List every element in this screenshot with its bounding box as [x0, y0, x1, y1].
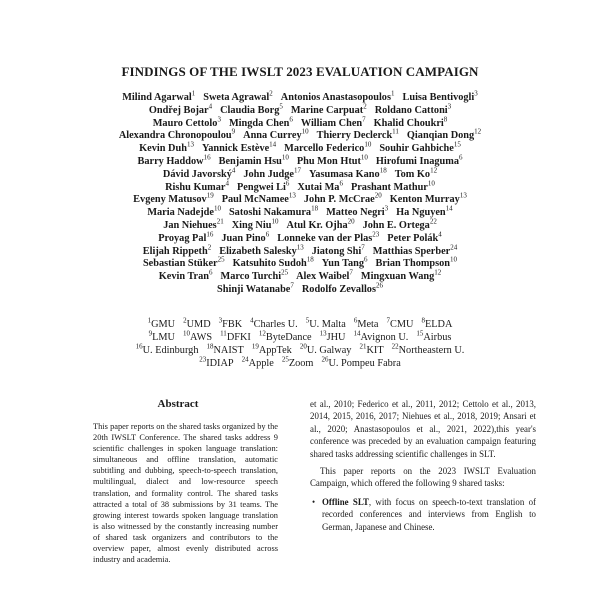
- author-line: [40, 191, 560, 207]
- author: [147, 204, 221, 219]
- affiliation-line: [40, 357, 560, 370]
- affiliation-number: 23: [199, 355, 207, 364]
- affiliation: [250, 316, 298, 330]
- author-name: Brian Thompson: [375, 258, 451, 270]
- author-affiliation-mark: 7: [349, 268, 353, 277]
- affiliation: [386, 316, 414, 330]
- affiliation: [241, 355, 274, 369]
- author-affiliation-mark: 18: [379, 166, 387, 175]
- author: [394, 166, 438, 180]
- author-line: [40, 140, 560, 156]
- bullet-icon: •: [312, 496, 316, 507]
- author-affiliation-mark: 10: [301, 127, 309, 136]
- author-affiliation-mark: 19: [206, 191, 214, 200]
- affiliation: [258, 329, 312, 343]
- author-name: Rishu Kumar: [165, 181, 226, 193]
- affiliation-number: 8: [421, 316, 425, 325]
- author-affiliation-mark: 4: [438, 230, 442, 239]
- affiliation: [319, 329, 346, 343]
- affiliation: [299, 342, 352, 356]
- author-name: Kevin Tran: [158, 271, 210, 283]
- author: [373, 115, 448, 129]
- author-affiliation-mark: 4: [208, 102, 213, 111]
- affiliation-number: 3: [218, 316, 223, 325]
- author-affiliation-mark: 15: [453, 140, 461, 149]
- author-affiliation-mark: 9: [231, 127, 236, 136]
- affiliation: [183, 316, 211, 330]
- affiliation-number: 6: [353, 316, 358, 325]
- author-name: Peter Polák: [387, 232, 439, 244]
- author: [142, 243, 212, 257]
- affiliation-number: 25: [281, 355, 289, 364]
- author-name: Ha Nguyen: [396, 207, 446, 219]
- author-affiliation-mark: 22: [429, 217, 437, 226]
- author: [280, 89, 395, 103]
- affiliation: [135, 342, 199, 356]
- author: [326, 204, 389, 219]
- affiliation: [353, 316, 379, 330]
- affiliation-name: Airbus: [423, 332, 452, 343]
- affiliation-number: 21: [359, 342, 367, 351]
- affiliation-name: AWS: [190, 332, 213, 343]
- author-affiliation-mark: 2: [363, 102, 367, 111]
- author: [406, 127, 482, 142]
- author-affiliation-mark: 7: [361, 243, 365, 252]
- affiliation-number: 18: [206, 342, 214, 351]
- author: [231, 217, 279, 231]
- author-affiliation-mark: 6: [458, 153, 463, 162]
- author-name: Kenton Murray: [389, 194, 460, 206]
- author-name: Paul McNamee: [221, 194, 289, 206]
- author-line: [40, 166, 560, 182]
- author: [220, 102, 283, 116]
- author-name: Claudia Borg: [220, 104, 280, 116]
- author-line: [40, 179, 560, 195]
- author: [148, 102, 213, 116]
- affiliation-name: JHU: [326, 332, 346, 343]
- affiliation: [199, 355, 234, 369]
- author-name: Marco Turchi: [220, 271, 282, 283]
- author: [375, 255, 458, 270]
- affiliation-number: 22: [391, 342, 399, 351]
- author-name: Xutai Ma: [297, 181, 340, 193]
- affiliation-name: IDIAP: [206, 358, 234, 369]
- author-name: Kevin Duh: [139, 143, 187, 155]
- author-affiliation-mark: 11: [392, 127, 399, 136]
- affiliation-number: 11: [220, 329, 227, 338]
- author-affiliation-mark: 21: [216, 217, 224, 226]
- author: [277, 230, 380, 244]
- author-name: John E. Ortega: [362, 219, 430, 231]
- intro-paragraph-2: This paper reports on the 2023 IWSLT Evaluation Campaign, which offered the following 9 shared tasks:: [310, 466, 536, 489]
- author-name: John P. McCrae: [303, 194, 375, 206]
- author-line: [40, 204, 560, 220]
- author-name: Alexandra Chronopoulou: [118, 130, 232, 142]
- author: [228, 204, 319, 219]
- author: [350, 179, 435, 193]
- author-affiliation-mark: 3: [474, 89, 478, 98]
- author-name: Juan Pino: [221, 232, 266, 244]
- author-affiliation-mark: 16: [203, 153, 211, 162]
- author-name: Sebastian Stüker: [142, 258, 218, 270]
- affiliation: [251, 342, 292, 356]
- author-affiliation-mark: 12: [474, 127, 482, 136]
- author-affiliation-mark: 3: [217, 115, 221, 124]
- author-affiliation-mark: 14: [269, 140, 277, 149]
- affiliation: [218, 316, 243, 330]
- author-name: Tom Ko: [394, 168, 431, 180]
- author-affiliation-mark: 8: [443, 115, 448, 124]
- affiliation: [281, 355, 314, 369]
- affiliation-name: U. Pompeu Fabra: [328, 358, 401, 369]
- author-name: Jiatong Shi: [311, 245, 362, 257]
- affiliation-number: 12: [258, 329, 266, 338]
- author-line: [40, 127, 560, 143]
- author-name: Marcello Federico: [284, 143, 365, 155]
- author: [236, 179, 290, 193]
- affiliation-line: [40, 318, 560, 331]
- author: [296, 153, 368, 167]
- affiliation-name: U. Edinburgh: [142, 345, 199, 356]
- author: [158, 230, 214, 244]
- author-affiliation-mark: 12: [434, 268, 442, 277]
- author: [402, 89, 478, 103]
- affiliation-number: 9: [148, 329, 153, 338]
- affiliation: [147, 316, 176, 330]
- affiliation-name: Avignon U.: [360, 332, 409, 343]
- author: [286, 217, 355, 231]
- author-affiliation-mark: 2: [207, 243, 212, 252]
- author-name: Milind Agarwal: [122, 92, 192, 103]
- author-affiliation-mark: 14: [445, 204, 453, 213]
- author-name: Anna Currey: [243, 130, 302, 142]
- author: [243, 127, 309, 142]
- author-name: Ondřej Bojar: [148, 104, 209, 116]
- task-name: Offline SLT: [322, 496, 369, 507]
- author: [152, 115, 221, 129]
- affiliation-number: 5: [305, 316, 310, 325]
- intro-column: [310, 398, 536, 533]
- affiliation: [183, 329, 213, 343]
- author: [203, 89, 273, 103]
- author-name: Phu Mon Htut: [296, 155, 361, 167]
- author-name: Sweta Agrawal: [203, 92, 270, 103]
- affiliation-name: DFKI: [226, 332, 251, 343]
- author: [163, 217, 224, 231]
- affiliation-list: [40, 318, 560, 370]
- author-affiliation-mark: 5: [279, 102, 283, 111]
- author-name: Elijah Rippeth: [142, 245, 208, 257]
- affiliation: [220, 329, 251, 343]
- author-name: Matteo Negri: [326, 207, 385, 219]
- author-affiliation-mark: 23: [372, 230, 380, 239]
- author-affiliation-mark: 13: [459, 191, 467, 200]
- author: [162, 166, 236, 180]
- author-affiliation-mark: 10: [450, 255, 458, 264]
- author: [139, 140, 194, 155]
- affiliation: [206, 342, 244, 356]
- author-name: Prashant Mathur: [350, 181, 428, 193]
- affiliation-name: Northeastern U.: [398, 345, 465, 356]
- author: [300, 115, 366, 129]
- author-name: Mingxuan Wang: [360, 271, 435, 283]
- author-name: Luisa Bentivogli: [402, 92, 475, 103]
- affiliation: [148, 329, 175, 343]
- author-line: [40, 268, 560, 284]
- affiliation-name: CMU: [390, 319, 414, 330]
- affiliation-name: AppTek: [258, 345, 292, 356]
- affiliation-number: 7: [386, 316, 390, 325]
- author-line: [40, 255, 560, 271]
- author: [142, 255, 225, 270]
- author-name: Roldano Cattoni: [374, 104, 448, 116]
- author: [301, 281, 383, 295]
- author-affiliation-mark: 18: [306, 255, 314, 264]
- author-name: Benjamin Hsu: [218, 155, 282, 167]
- author-affiliation-mark: 6: [339, 179, 343, 188]
- abstract-text: This paper reports on the shared tasks organized by the 20th IWSLT Conference. The shared tasks address 9 scientific challenges in spoken language translation: simultaneous and offline translation, automatic subtitling and dubbing, speech-to-speech translation, multilingual, dialect and low-resource speech translation, and formality control. The shared tasks attracted a total of 38 submissions by 31 teams. The growing interest towards spoken language translation is also witnessed by the constantly increasing number of shared task organizers and contributors to the overview paper, almost evenly distributed across industry and academia.: [93, 422, 278, 565]
- author-affiliation-mark: 10: [364, 140, 372, 149]
- author-affiliation-mark: 6: [209, 268, 213, 277]
- author-affiliation-mark: 24: [450, 243, 458, 252]
- author: [321, 255, 368, 270]
- affiliation-number: 1: [147, 316, 152, 325]
- author-line: [40, 102, 560, 118]
- author-name: William Chen: [300, 117, 363, 129]
- affiliation-name: Meta: [357, 319, 379, 330]
- affiliation-number: 4: [250, 316, 254, 325]
- author: [218, 153, 289, 167]
- author-name: Rodolfo Zevallos: [301, 283, 376, 295]
- author: [243, 166, 302, 180]
- author: [316, 127, 399, 142]
- affiliation-name: FBK: [222, 319, 243, 330]
- author-line: [40, 281, 560, 297]
- affiliation-line: [40, 344, 560, 357]
- author-name: Xing Niu: [231, 219, 272, 231]
- author-affiliation-mark: 13: [186, 140, 194, 149]
- author-affiliation-mark: 7: [362, 115, 366, 124]
- author-name: Thierry Declerck: [316, 130, 393, 142]
- author-affiliation-mark: 2: [269, 89, 273, 98]
- author-name: Mingda Chen: [228, 117, 290, 129]
- author-affiliation-mark: 17: [294, 166, 302, 175]
- intro-paragraph-1: et al., 2010; Federico et al., 2011, 2012; Cettolo et al., 2013, 2014, 2015, 2016, 2017; Niehues et al., 2018, 2019; Ansari et al., 2020; Anastasopoulos et al., 2021, 2022),this year's conference was preceded by an evaluation campaign featuring shared tasks addressing scientific challenges in SLT.: [310, 399, 536, 459]
- author-line: [40, 115, 560, 131]
- abstract-heading: Abstract: [157, 398, 199, 410]
- author-name: Yun Tang: [321, 258, 365, 270]
- author: [375, 153, 463, 167]
- author-affiliation-mark: 6: [364, 255, 368, 264]
- affiliation-name: GMU: [151, 319, 176, 330]
- author-name: Elizabeth Salesky: [219, 245, 297, 257]
- affiliation-number: 19: [251, 342, 259, 351]
- author-name: Khalid Choukri: [373, 117, 444, 129]
- author-affiliation-mark: 25: [217, 255, 225, 264]
- author-name: Jan Niehues: [163, 219, 217, 231]
- affiliation-name: U. Malta: [309, 319, 346, 330]
- affiliation-name: NAIST: [213, 345, 244, 356]
- author: [201, 140, 277, 155]
- author-affiliation-mark: 3: [447, 102, 452, 111]
- task-description: , with focus on speech-to-text translation of recorded conferences and interviews from English to German, Japanese and Chinese.: [322, 496, 536, 532]
- paper-title: FINDINGS OF THE IWSLT 2023 EVALUATION CAMPAIGN: [121, 64, 479, 79]
- affiliation-name: Charles U.: [253, 319, 298, 330]
- affiliation-number: 2: [183, 316, 187, 325]
- author-affiliation-mark: 25: [281, 268, 289, 277]
- author-name: Yasumasa Kano: [309, 168, 380, 180]
- author: [389, 191, 467, 206]
- author-line: [40, 89, 560, 105]
- author: [232, 255, 314, 270]
- author: [372, 243, 458, 257]
- affiliation-number: 20: [299, 342, 307, 351]
- author-affiliation-mark: 12: [430, 166, 438, 175]
- author: [360, 268, 442, 283]
- author: [396, 204, 453, 219]
- author: [362, 217, 437, 231]
- author-name: Antonios Anastasopoulos: [280, 92, 391, 103]
- author-name: Evgeny Matusov: [133, 194, 207, 206]
- author-name: Atul Kr. Ojha: [286, 219, 348, 231]
- affiliation-number: 26: [321, 355, 329, 364]
- author-name: Lonneke van der Plas: [277, 232, 373, 244]
- author-name: Pengwei Li: [236, 181, 286, 193]
- author-affiliation-mark: 10: [427, 179, 435, 188]
- author: [296, 268, 353, 283]
- affiliation: [321, 355, 401, 369]
- author: [122, 89, 196, 103]
- author: [311, 243, 365, 257]
- author-affiliation-mark: 20: [347, 217, 355, 226]
- author-name: Katsuhito Sudoh: [232, 258, 307, 270]
- affiliation: [421, 316, 453, 330]
- author-name: Dávid Javorský: [162, 168, 232, 180]
- author: [290, 102, 367, 116]
- affiliation-number: 10: [183, 329, 190, 338]
- affiliation: [353, 329, 409, 343]
- author-affiliation-mark: 10: [271, 217, 279, 226]
- author: [297, 179, 343, 193]
- author-name: Matthias Sperber: [372, 245, 451, 257]
- affiliation-name: Apple: [248, 358, 274, 369]
- author-line: [40, 243, 560, 259]
- author-affiliation-mark: 10: [360, 153, 368, 162]
- author-affiliation-mark: 1: [390, 89, 395, 98]
- author-affiliation-mark: 13: [288, 191, 296, 200]
- author: [303, 191, 382, 206]
- author-affiliation-mark: 20: [374, 191, 382, 200]
- affiliation-number: 14: [353, 329, 361, 338]
- author-affiliation-mark: 10: [213, 204, 221, 213]
- affiliation: [416, 329, 452, 343]
- author-name: Hirofumi Inaguma: [375, 155, 459, 167]
- author: [221, 191, 296, 206]
- author-affiliation-mark: 7: [290, 281, 294, 290]
- author-name: Alex Waibel: [296, 271, 350, 283]
- author-name: Souhir Gahbiche: [379, 143, 454, 155]
- author: [165, 179, 229, 193]
- author: [133, 191, 214, 206]
- author-affiliation-mark: 10: [281, 153, 289, 162]
- author-line: [40, 217, 560, 233]
- affiliation-name: LMU: [152, 332, 175, 343]
- author-name: Barry Haddow: [137, 155, 204, 167]
- author: [228, 115, 293, 129]
- author-affiliation-mark: 3: [384, 204, 389, 213]
- author-affiliation-mark: 4: [231, 166, 236, 175]
- affiliation-name: ELDA: [424, 319, 453, 330]
- author-affiliation-mark: 6: [285, 179, 290, 188]
- author: [379, 140, 461, 155]
- author-name: Shinji Watanabe: [217, 283, 291, 295]
- affiliation: [305, 316, 346, 330]
- author-name: Maria Nadejde: [147, 207, 214, 219]
- author-affiliation-mark: 6: [265, 230, 270, 239]
- author-name: Yannick Estève: [201, 143, 270, 155]
- author: [217, 281, 294, 295]
- author-affiliation-mark: 4: [225, 179, 229, 188]
- author: [221, 230, 270, 244]
- affiliation-number: 13: [319, 329, 327, 338]
- author-affiliation-mark: 13: [296, 243, 304, 252]
- author-name: Proyag Pal: [158, 232, 207, 244]
- author: [137, 153, 211, 167]
- author-name: Qianqian Dong: [406, 130, 475, 142]
- affiliation-name: UMD: [186, 319, 211, 330]
- author-affiliation-mark: 16: [206, 230, 214, 239]
- author-affiliation-mark: 18: [311, 204, 319, 213]
- author-affiliation-mark: 1: [191, 89, 196, 98]
- author: [374, 102, 452, 116]
- author-name: John Judge: [243, 168, 295, 180]
- affiliation-name: Zoom: [288, 358, 314, 369]
- affiliation-name: KIT: [366, 345, 384, 356]
- author-list: [40, 89, 560, 297]
- author: [158, 268, 213, 283]
- affiliation-name: U. Galway: [306, 345, 352, 356]
- author-name: Marine Carpuat: [290, 104, 364, 116]
- author-affiliation-mark: 26: [375, 281, 383, 290]
- affiliation-name: ByteDance: [265, 332, 312, 343]
- task-bullet-item: [310, 496, 536, 533]
- affiliation-number: 16: [135, 342, 143, 351]
- author: [284, 140, 372, 155]
- affiliation-number: 15: [416, 329, 424, 338]
- author-name: Mauro Cettolo: [152, 117, 218, 129]
- author: [219, 243, 304, 257]
- author: [220, 268, 289, 283]
- author-affiliation-mark: 6: [289, 115, 293, 124]
- affiliation-number: 24: [241, 355, 249, 364]
- author: [387, 230, 442, 244]
- affiliation: [359, 342, 384, 356]
- author: [118, 127, 236, 142]
- affiliation: [391, 342, 465, 356]
- author: [309, 166, 387, 180]
- author-name: Satoshi Nakamura: [228, 207, 312, 219]
